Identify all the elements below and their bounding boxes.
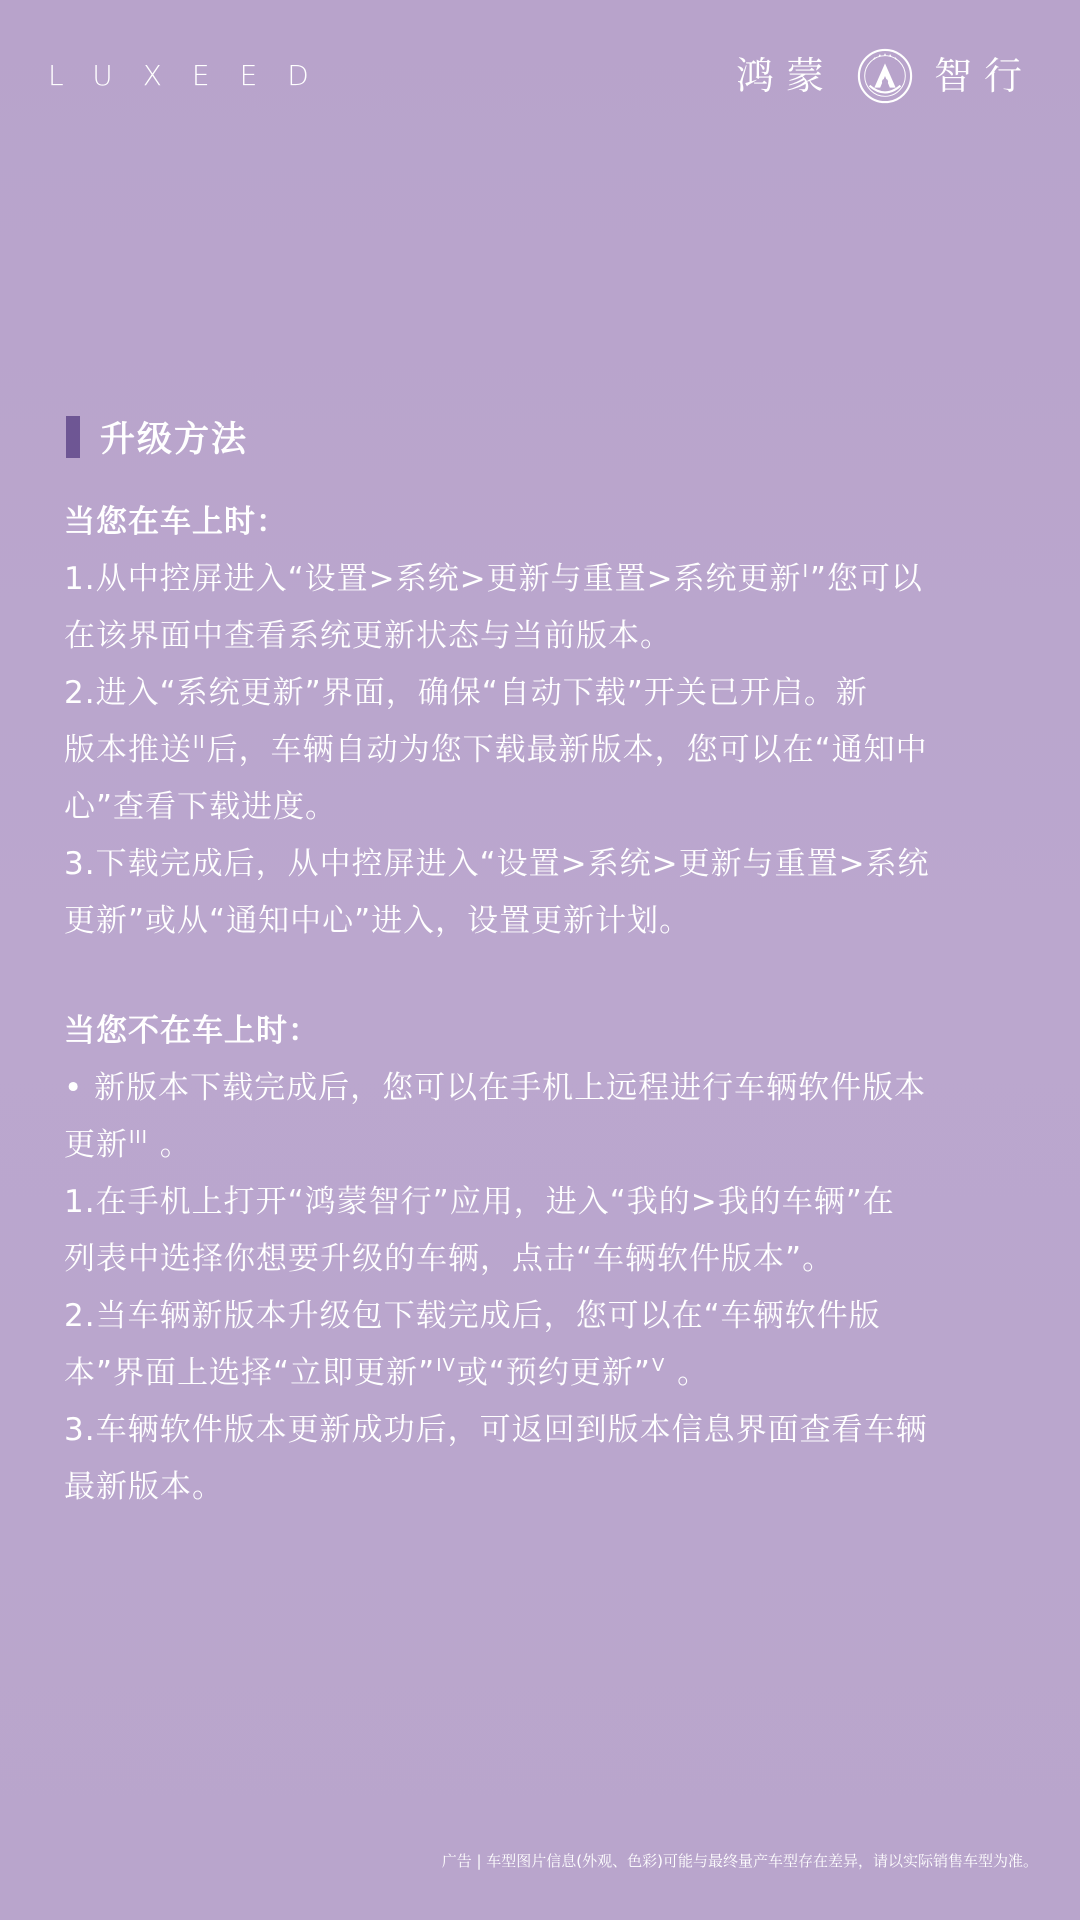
text: 更新 <box>64 1127 128 1163</box>
not-in-car-heading: 当您不在车上时： <box>64 1013 320 1049</box>
not-in-car-instructions <box>64 1003 1024 1516</box>
not-in-car-step2-line2 <box>64 1345 1024 1402</box>
brand-text-zhixing: 智行 <box>933 54 1034 98</box>
in-car-step3-line2: 更新”或从“通知中心”进入，设置更新计划。 <box>64 903 692 939</box>
in-car-step1-line1 <box>64 551 1024 608</box>
footnote-mark: V <box>651 1355 666 1376</box>
harmony-emblem-icon <box>856 47 914 105</box>
in-car-step2-line1: 2.进入“系统更新”界面，确保“自动下载”开关已开启。新 <box>64 675 868 711</box>
text: ”您可以 <box>809 561 923 597</box>
text: 1.从中控屏进入“设置>系统>更新与重置>系统更新 <box>64 561 802 597</box>
not-in-car-step1-line1: 1.在手机上打开“鸿蒙智行”应用，进入“我的>我的车辆”在 <box>64 1184 895 1220</box>
in-car-step1-line2: 在该界面中查看系统更新状态与当前版本。 <box>64 618 672 654</box>
text: 。 <box>148 1127 192 1163</box>
text: 后，车辆自动为您下载最新版本，您可以在“通知中 <box>206 732 928 768</box>
footnote-mark: IV <box>436 1355 456 1376</box>
not-in-car-step2-line1: 2.当车辆新版本升级包下载完成后，您可以在“车辆软件版 <box>64 1298 881 1334</box>
in-car-step3-line1: 3.下载完成后，从中控屏进入“设置>系统>更新与重置>系统 <box>64 846 930 882</box>
in-car-step2-line3: 心”查看下载进度。 <box>64 789 338 825</box>
luxeed-logo: LUXEED <box>48 59 339 92</box>
text: 或“预约更新” <box>456 1355 651 1391</box>
in-car-heading: 当您在车上时： <box>64 504 288 540</box>
footnote-mark: III <box>129 1127 148 1148</box>
in-car-instructions <box>64 494 1024 950</box>
section-title <box>66 412 248 462</box>
text: 。 <box>666 1355 710 1391</box>
text: 版本推送 <box>64 732 192 768</box>
not-in-car-bullet-line2 <box>64 1117 1024 1174</box>
text: 本”界面上选择“立即更新” <box>64 1355 436 1391</box>
brand-text-hongmeng: 鸿蒙 <box>735 54 836 98</box>
footnote-mark: I <box>802 561 809 582</box>
title-accent-bar <box>66 416 80 458</box>
not-in-car-bullet-line1: • 新版本下载完成后，您可以在手机上远程进行车辆软件版本 <box>64 1070 927 1106</box>
section-title-text: 升级方法 <box>100 420 249 460</box>
not-in-car-step1-line2: 列表中选择你想要升级的车辆，点击“车辆软件版本”。 <box>64 1241 835 1277</box>
in-car-step2-line2 <box>64 722 1024 779</box>
not-in-car-step3-line2: 最新版本。 <box>64 1469 224 1505</box>
not-in-car-step3-line1: 3.车辆软件版本更新成功后，可返回到版本信息界面查看车辆 <box>64 1412 928 1448</box>
harmony-brand-logo <box>736 46 1034 106</box>
footnote-mark: II <box>193 732 206 753</box>
footer-disclaimer: 广告 | 车型图片信息(外观、色彩)可能与最终量产车型存在差异，请以实际销售车型为准。 <box>441 1852 1038 1870</box>
